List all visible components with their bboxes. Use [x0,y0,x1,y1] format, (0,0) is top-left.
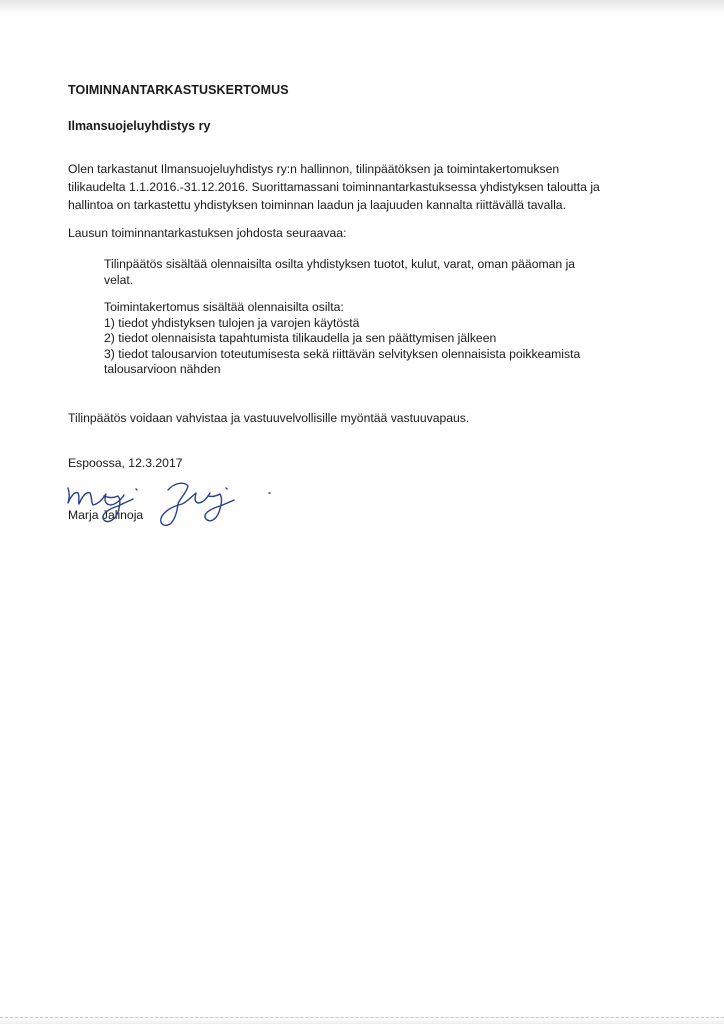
intro-line: Olen tarkastanut Ilmansuojeluyhdistys ry:n hallinnon, tilinpäätöksen ja toimintakertomuksen [68,162,560,176]
annual-report-paragraph [104,300,664,378]
financial-statement-line: Tilinpäätös sisältää olennaisilta osilta yhdistyksen tuotot, kulut, varat, oman pääoman ja [104,257,576,271]
document-title: TOIMINNANTARKASTUSKERTOMUS [68,83,289,97]
intro-paragraph [68,160,668,214]
intro-line: hallintoa on tarkastettu yhdistyksen toiminnan laadun ja laajuuden kannalta riittävällä tavalla. [68,198,566,212]
annual-report-item: talousarvioon nähden [104,362,221,376]
financial-statement-paragraph [104,257,664,288]
scan-shadow-top [0,0,724,14]
annual-report-item: 1) tiedot yhdistyksen tulojen ja varojen käytöstä [104,315,360,330]
annual-report-item: 2) tiedot olennaisista tapahtumista tilikaudella ja sen päättymisen jälkeen [104,331,497,345]
statement-intro: Lausun toiminnantarkastuksen johdosta seuraavaa: [68,226,347,240]
place-and-date: Espoossa, 12.3.2017 [68,456,183,470]
annual-report-line: Toimintakertomus sisältää olennaisilta osilta: [104,300,344,314]
scan-shadow-bottom [0,1017,724,1024]
annual-report-item: 3) tiedot talousarvion toteutumisesta sekä riittävän selvityksen olennaisista poikkeamista [104,346,581,361]
intro-line: tilikaudelta 1.1.2016.-31.12.2016. Suorittamassani toiminnantarkastuksessa yhdistyksen taloutta ja [68,180,600,194]
handwritten-signature [60,472,290,534]
organization-name: Ilmansuojeluyhdistys ry [68,119,211,133]
signer-name: Marja Jalinoja [68,508,144,522]
financial-statement-line: velat. [104,272,134,287]
conclusion-paragraph: Tilinpäätös voidaan vahvistaa ja vastuuvelvollisille myöntää vastuuvapaus. [68,411,470,425]
